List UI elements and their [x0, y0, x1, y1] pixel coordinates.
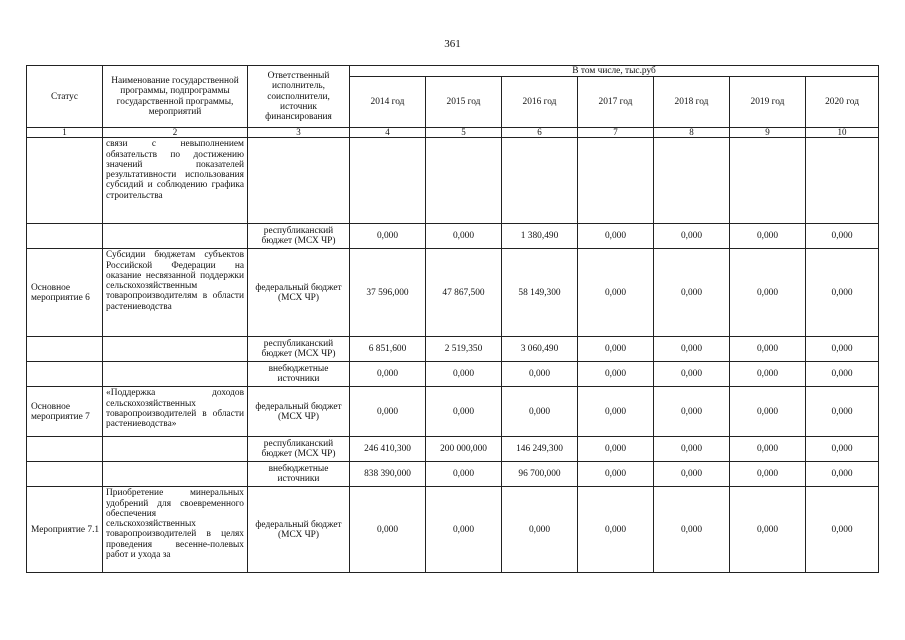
row-value: 0,000	[578, 387, 654, 437]
row-value: 0,000	[502, 387, 578, 437]
row-value	[578, 138, 654, 224]
row-value: 47 867,500	[426, 249, 502, 337]
column-index: 3	[248, 128, 350, 138]
row-name: Субсидии бюджетам субъектов Российской Федерации на оказание несвязанной поддержки сельскохозяйственным товаропроизводителям в области растениеводства	[103, 249, 248, 337]
header-year: 2014 год	[350, 77, 426, 128]
row-name	[103, 224, 248, 249]
table-row	[27, 362, 879, 387]
column-index: 7	[578, 128, 654, 138]
row-value: 0,000	[350, 487, 426, 573]
row-value: 0,000	[654, 387, 730, 437]
row-status	[27, 337, 103, 362]
header-year: 2020 год	[806, 77, 879, 128]
table-row	[27, 487, 879, 573]
row-value: 0,000	[730, 224, 806, 249]
row-name	[103, 462, 248, 487]
header-name: Наименование государственной программы, подпрограммы государственной программы, мероприятий	[103, 66, 248, 128]
row-name	[103, 437, 248, 462]
header-group: В том числе, тыс.руб	[350, 66, 879, 77]
column-index: 9	[730, 128, 806, 138]
row-value: 0,000	[426, 487, 502, 573]
row-status: Основное мероприятие 6	[27, 249, 103, 337]
row-value: 0,000	[350, 224, 426, 249]
row-value: 0,000	[578, 362, 654, 387]
row-value: 0,000	[730, 462, 806, 487]
row-name: «Поддержка доходов сельскохозяйственных товаропроизводителей в области растениеводства»	[103, 387, 248, 437]
row-value	[730, 138, 806, 224]
row-value: 246 410,300	[350, 437, 426, 462]
row-value: 0,000	[502, 487, 578, 573]
row-source: внебюджетные источники	[248, 362, 350, 387]
row-source	[248, 138, 350, 224]
row-value: 96 700,000	[502, 462, 578, 487]
row-value: 0,000	[578, 337, 654, 362]
row-source: республиканский бюджет (МСХ ЧР)	[248, 337, 350, 362]
row-source: внебюджетные источники	[248, 462, 350, 487]
row-status: Мероприятие 7.1	[27, 487, 103, 573]
row-value: 0,000	[578, 487, 654, 573]
row-value: 0,000	[654, 437, 730, 462]
row-source: федеральный бюджет (МСХ ЧР)	[248, 387, 350, 437]
row-value: 0,000	[654, 224, 730, 249]
row-value: 0,000	[806, 337, 879, 362]
row-value: 0,000	[578, 437, 654, 462]
row-value: 58 149,300	[502, 249, 578, 337]
row-value: 0,000	[654, 362, 730, 387]
row-value	[426, 138, 502, 224]
column-index: 10	[806, 128, 879, 138]
row-value: 0,000	[578, 462, 654, 487]
row-value: 0,000	[654, 337, 730, 362]
header-year: 2015 год	[426, 77, 502, 128]
table-row	[27, 437, 879, 462]
row-source: республиканский бюджет (МСХ ЧР)	[248, 437, 350, 462]
table-row	[27, 387, 879, 437]
row-value	[654, 138, 730, 224]
row-value: 0,000	[426, 462, 502, 487]
row-value: 2 519,350	[426, 337, 502, 362]
row-value: 0,000	[730, 337, 806, 362]
row-status	[27, 138, 103, 224]
row-value: 0,000	[426, 224, 502, 249]
column-index: 1	[27, 128, 103, 138]
header-year: 2017 год	[578, 77, 654, 128]
row-value: 0,000	[806, 462, 879, 487]
row-status	[27, 437, 103, 462]
row-value: 0,000	[730, 437, 806, 462]
row-source: федеральный бюджет (МСХ ЧР)	[248, 487, 350, 573]
row-value: 0,000	[654, 249, 730, 337]
column-index: 8	[654, 128, 730, 138]
table-row	[27, 337, 879, 362]
row-value: 0,000	[426, 387, 502, 437]
row-value	[502, 138, 578, 224]
row-value: 838 390,000	[350, 462, 426, 487]
row-value	[806, 138, 879, 224]
row-source: федеральный бюджет (МСХ ЧР)	[248, 249, 350, 337]
table-row	[27, 462, 879, 487]
row-value: 0,000	[578, 249, 654, 337]
table-row	[27, 138, 879, 224]
row-status	[27, 224, 103, 249]
header-year: 2019 год	[730, 77, 806, 128]
column-index: 4	[350, 128, 426, 138]
row-name	[103, 337, 248, 362]
row-value: 0,000	[806, 387, 879, 437]
row-value: 0,000	[806, 249, 879, 337]
row-value: 0,000	[654, 462, 730, 487]
row-value: 0,000	[730, 362, 806, 387]
row-value: 0,000	[806, 362, 879, 387]
row-source: республиканский бюджет (МСХ ЧР)	[248, 224, 350, 249]
row-value: 0,000	[806, 487, 879, 573]
row-value: 0,000	[350, 362, 426, 387]
header-year: 2018 год	[654, 77, 730, 128]
row-value: 200 000,000	[426, 437, 502, 462]
row-value: 0,000	[806, 437, 879, 462]
row-value: 0,000	[426, 362, 502, 387]
header-year: 2016 год	[502, 77, 578, 128]
row-value: 0,000	[730, 387, 806, 437]
row-value: 0,000	[350, 387, 426, 437]
row-value: 0,000	[730, 249, 806, 337]
page-number: 361	[444, 38, 461, 50]
table-row	[27, 224, 879, 249]
row-status	[27, 362, 103, 387]
budget-table	[26, 65, 879, 573]
row-value: 0,000	[806, 224, 879, 249]
column-index: 6	[502, 128, 578, 138]
row-value: 6 851,600	[350, 337, 426, 362]
row-value: 0,000	[730, 487, 806, 573]
header-responsible: Ответственный исполнитель, соисполнители, источник финансирования	[248, 66, 350, 128]
row-value: 3 060,490	[502, 337, 578, 362]
row-value: 0,000	[578, 224, 654, 249]
row-status: Основное мероприятие 7	[27, 387, 103, 437]
header-status: Статус	[27, 66, 103, 128]
table-row	[27, 249, 879, 337]
row-value: 37 596,000	[350, 249, 426, 337]
row-value: 0,000	[654, 487, 730, 573]
row-status	[27, 462, 103, 487]
column-index: 2	[103, 128, 248, 138]
row-name: связи с невыполнением обязательств по достижению значений показателей результативности использования субсидий и соблюдению графика строительства	[103, 138, 248, 224]
row-value: 146 249,300	[502, 437, 578, 462]
column-index: 5	[426, 128, 502, 138]
row-name	[103, 362, 248, 387]
row-name: Приобретение минеральных удобрений для своевременного обеспечения сельскохозяйственных товаропроизводителей в целях проведения весенне-полевых работ и ухода за	[103, 487, 248, 573]
row-value: 1 380,490	[502, 224, 578, 249]
row-value	[350, 138, 426, 224]
row-value: 0,000	[502, 362, 578, 387]
